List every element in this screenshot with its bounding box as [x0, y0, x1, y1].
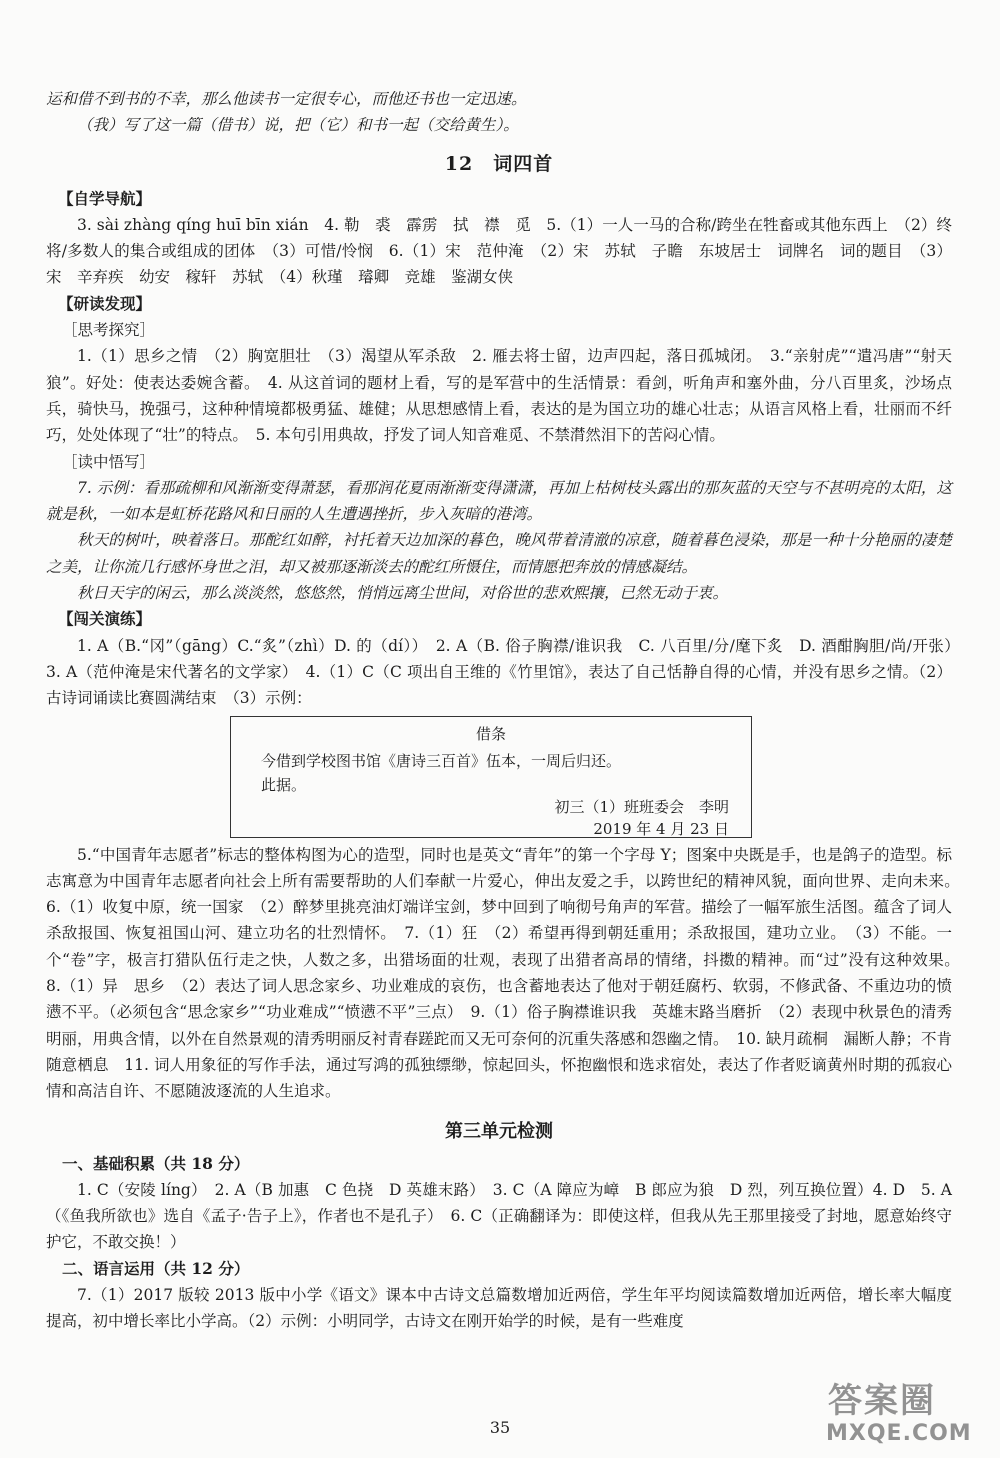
- watermark-url: MXQE.COM: [826, 1421, 972, 1446]
- unit-part-2-text: 7.（1）2017 版较 2013 版中小学《语文》课本中古诗文总篇数增加近两倍，学生年平均阅读篇数增加近两倍，增长率大幅度提高，初中增长率比小学高。（2）示例：小明同学，古诗文在刚开始学的时候，是有一些难度: [46, 1285, 952, 1331]
- intro-line-1: 运和借不到书的不幸，那么他读书一定很专心，而他还书也一定迅速。: [46, 90, 527, 108]
- lesson-title: 12 词四首: [444, 152, 554, 175]
- chuangguan-text-1: 1. A（B.“冈”（gāng）C.“炙”（zhì）D. 的（dí）） 2. A（B. 俗子胸襟/谁识我 C. 八百里/分/麾下炙 D. 酒酣胸胆/尚/开张） 3. A（范仲淹是宋代著名的文学家） 4.（1）C（C 项出自王维的《竹里馆》，表达了自己恬静自得的心情，并没有思乡之情。（2）古诗词诵读比赛圆满结束 （3）示例：: [46, 636, 968, 708]
- iou-note-line-1: 今借到学校图书馆《唐诗三百首》伍本，一周后归还。: [261, 751, 622, 770]
- section-yandu-heading: 【研读发现】: [58, 293, 152, 313]
- duzhong-text-3: 秋日天宇的闲云，那么淡淡然，悠悠然，悄悄远离尘世间，对俗世的悲欢熙攘，已然无动于衷。: [77, 584, 729, 603]
- sikao-text: 1.（1）思乡之情 （2）胸宽胆壮 （3）渴望从军杀敌 2. 雁去将士留，边声四起，落日孤城闭。 3.“亲射虎”“遣冯唐”“射天狼”。好处：使表达委婉含蓄。 4. 从这首词的题材上看，写的是军营中的生活情景：看剑，听角声和塞外曲，分八百里炙，沙场点兵，骑快马，挽强弓，这种种情境都极勇猛、雄健；从思想感情上看，表达的是为国立功的雄心壮志；从语言风格上看，壮丽而不纤巧，处处体现了“壮”的特点。 5. 本句引用典故，抒发了词人知音难觅、不禁潸然泪下的苦闷心情。: [46, 347, 952, 445]
- intro-line-2: （我）写了这一篇（借书）说，把（它）和书一起（交给黄生）。: [77, 116, 519, 135]
- chuangguan-text-2: 5.“中国青年志愿者”标志的整体构图为心的造型，同时也是英文“青年”的第一个字母 Y；图案中央既是手，也是鸽子的造型。标志寓意为中国青年志愿者向社会上所有需要帮助的人们奉献一片爱心，伸出友爱之手，以跨世纪的精神风貌，面向世界、走向未来。 6.（1）收复中原，统一国家 （2）醉梦里挑亮油灯端详宝剑，梦中回到了响彻号角声的军营。描绘了一幅军旅生活图。蕴含了词人杀敌报国、恢复祖国山河、建立功名的壮烈情怀。 7.（1）狂 （2）希望再得到朝廷重用；杀敌报国，建功立业。 （3）不能。一个“卷”字，极言打猎队伍行走之快，人数之多，出猎场面的壮观，表现了出猎者高昂的情绪，抖擞的精神。而“过”没有这种效果。 8.（1）异 思乡 （2）表达了词人思念家乡、功业难成的哀伤，也含蓄地表达了他对于朝廷腐朽、软弱，不修武备、不重边功的愤懑不平。（必须包含“思念家乡”“功业难成”“愤懑不平”三点） 9.（1）俗子胸襟谁识我 英雄末路当磨折 （2）表现中秋景色的清秀明丽，用典含情，以外在自然景观的清秀明丽反衬青春蹉跎而又无可奈何的沉重失落感和怨幽之情。 10. 缺月疏桐 漏断人静；不肯随意栖息 11. 词人用象征的写作手法，通过写鸿的孤独缥缈，惊起回头，怀抱幽恨和选求宿处，表达了作者贬谪黄州时期的孤寂心情和高洁自许、不愿随波逐流的人生追求。: [46, 845, 968, 1101]
- unit-part-1-heading: 一、基础积累（共 18 分）: [62, 1153, 250, 1173]
- page-number: 35: [489, 1418, 511, 1437]
- duzhong-text-2: 秋天的树叶，映着落日。那酡红如醉，衬托着天边加深的暮色，晚风带着清澈的凉意，随着暮色浸染，那是一种十分艳丽的凄楚之美，让你流几行感怀身世之泪，却又被那逐渐淡去的酡红所慑住，而情愿把奔放的情感凝结。: [46, 531, 952, 576]
- zixue-text: 3. sài zhàng qíng huī bīn xián 4. 勒 裘 霹雳 拭 襟 觅 5.（1）一人一马的合称/跨坐在牲畜或其他东西上 （2）终将/多数人的集合或组成的团体 （3）可惜/怜悯 6.（1）宋 范仲淹 （2）宋 苏轼 子瞻 东坡居士 词牌名 词的题目 （3）宋 辛弃疾 幼安 稼轩 苏轼 （4）秋瑾 璿卿 竞雄 鉴湖女侠: [46, 215, 952, 287]
- page-content: [46, 86, 968, 1335]
- unit-part-1-text: 1. C（安陵 líng） 2. A（B 加惠 C 色挠 D 英雄末路） 3. C（A 障应为嶂 B 郎应为狼 D 烈，列互换位置）4. D 5. A（《鱼我所欲也》选自《孟子·告子上》，作者也不是孔子） 6. C（正确翻译为：即使这样，但我从先王那里接受了封地，愿意始终守护它，不敢交换！）: [46, 1180, 952, 1252]
- section-zixue-heading: 【自学导航】: [58, 188, 152, 208]
- iou-note-title: 借条: [475, 724, 506, 743]
- unit-test-title: 第三单元检测: [445, 1120, 553, 1142]
- duzhong-heading: ［读中悟写］: [62, 452, 156, 471]
- section-chuangguan-heading: 【闯关演练】: [58, 609, 152, 629]
- duzhong-text-1: 7. 示例：看那疏柳和风渐渐变得萧瑟，看那润花夏雨渐渐变得潇潇，再加上枯树枝头露出的那灰蓝的天空与不甚明亮的太阳，这就是秋，一如本是虹桥花路风和日丽的人生遭遇挫折，步入灰暗的港湾。: [46, 478, 952, 524]
- sikao-heading: ［思考探究］: [62, 321, 156, 340]
- watermark-text: 答案圈: [828, 1381, 936, 1421]
- watermark-logo: [818, 1373, 988, 1448]
- iou-note-date: 2019 年 4 月 23 日: [593, 819, 729, 838]
- iou-note-line-2: 此据。: [261, 775, 307, 794]
- unit-part-2-heading: 二、语言运用（共 12 分）: [62, 1258, 250, 1278]
- iou-note-signature: 初三（1）班班委会 李明: [554, 797, 729, 816]
- iou-note-box: [230, 716, 752, 838]
